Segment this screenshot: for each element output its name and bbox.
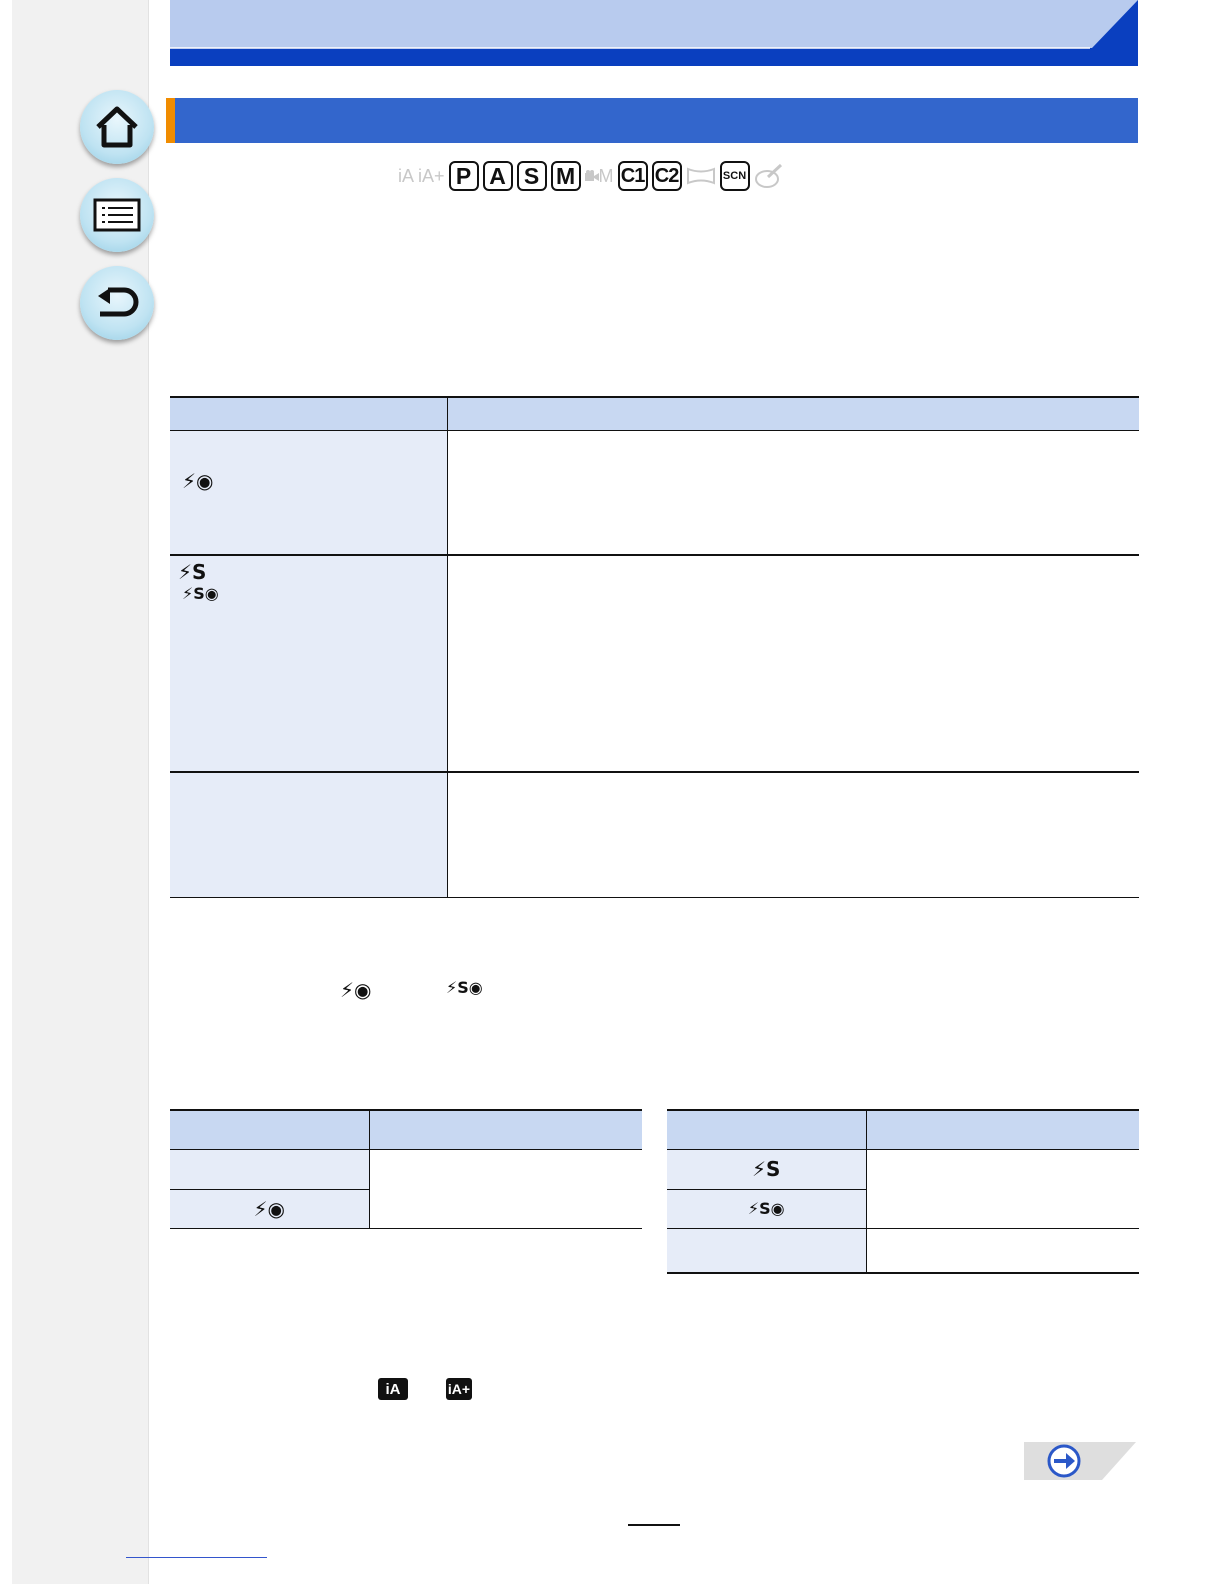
shutter-priority-mode-icon: S — [517, 161, 547, 191]
table-row-value — [447, 555, 1139, 772]
creative-video-mode-icon — [585, 161, 614, 191]
flash-mode-table — [170, 396, 1139, 898]
menu-button[interactable] — [80, 178, 154, 252]
intelligent-auto-mode-icon — [378, 1378, 408, 1400]
forced-flash-red-eye-icon: ⚡◉ — [340, 978, 372, 1002]
panorama-mode-icon — [686, 161, 716, 191]
table-row-key — [667, 1149, 866, 1189]
table-header-cell — [667, 1110, 866, 1149]
table-header-cell — [170, 397, 447, 430]
table-header-cell — [866, 1110, 1139, 1149]
intelligent-auto-plus-mode-icon — [446, 1376, 480, 1400]
custom-mode-2-icon: C2 — [652, 161, 682, 191]
aperture-priority-mode-icon: A — [483, 161, 513, 191]
creative-video-mode-label: M — [598, 165, 614, 186]
footer-link-underline[interactable] — [126, 1557, 267, 1558]
table-row-value — [866, 1149, 1139, 1228]
slow-sync-red-eye-icon: ⚡S◉ — [182, 584, 219, 603]
section-title-bar — [166, 98, 1138, 143]
table-row-key — [170, 555, 447, 772]
home-icon — [94, 105, 140, 149]
back-button[interactable] — [80, 266, 154, 340]
forced-flash-red-eye-icon: ⚡◉ — [182, 468, 214, 493]
return-icon — [94, 284, 140, 322]
section-accent — [166, 98, 175, 143]
intelligent-auto-mode-icon: iA — [398, 165, 415, 186]
intelligent-auto-plus-mode-icon: iA+ — [418, 165, 445, 186]
creative-control-mode-icon — [754, 161, 784, 191]
table-header-cell — [170, 1110, 369, 1149]
recording-mode-icons — [398, 160, 784, 192]
table-row-key — [170, 1149, 369, 1189]
table-row-value — [447, 430, 1139, 555]
manual-exposure-mode-icon: M — [551, 161, 581, 191]
program-ae-mode-icon: P — [449, 161, 479, 191]
table-row-key — [170, 772, 447, 897]
right-flash-table — [667, 1109, 1139, 1274]
intelligent-auto-plus-label: iA+ — [446, 1378, 472, 1400]
table-row-value — [866, 1228, 1139, 1273]
forced-flash-red-eye-icon: ⚡◉ — [253, 1196, 285, 1221]
intelligent-auto-label: iA — [385, 1380, 401, 1398]
movie-camera-icon — [585, 170, 599, 182]
table-header-cell — [447, 397, 1139, 430]
custom-mode-1-icon: C1 — [618, 161, 648, 191]
slow-sync-icon: ⚡S — [752, 1157, 781, 1181]
slow-sync-red-eye-icon: ⚡S◉ — [747, 1198, 785, 1218]
page-number-rule — [628, 1524, 680, 1526]
home-button[interactable] — [80, 90, 154, 164]
scene-guide-mode-icon: SCN — [720, 161, 750, 191]
table-row-value — [447, 772, 1139, 897]
left-flash-table — [170, 1109, 642, 1229]
table-row-key — [667, 1189, 866, 1228]
arrow-right-icon — [1049, 1446, 1079, 1476]
slow-sync-icon: ⚡S — [178, 560, 207, 584]
table-header-cell — [369, 1110, 642, 1149]
sidebar — [12, 0, 149, 1584]
header-band — [170, 0, 1138, 66]
table-row-key — [170, 1189, 369, 1228]
slow-sync-red-eye-icon: ⚡S◉ — [446, 978, 483, 997]
list-menu-icon — [93, 198, 141, 232]
table-row-key — [667, 1228, 866, 1273]
table-row-value — [369, 1149, 642, 1228]
table-row-key — [170, 430, 447, 555]
next-page-button[interactable] — [1024, 1442, 1136, 1480]
